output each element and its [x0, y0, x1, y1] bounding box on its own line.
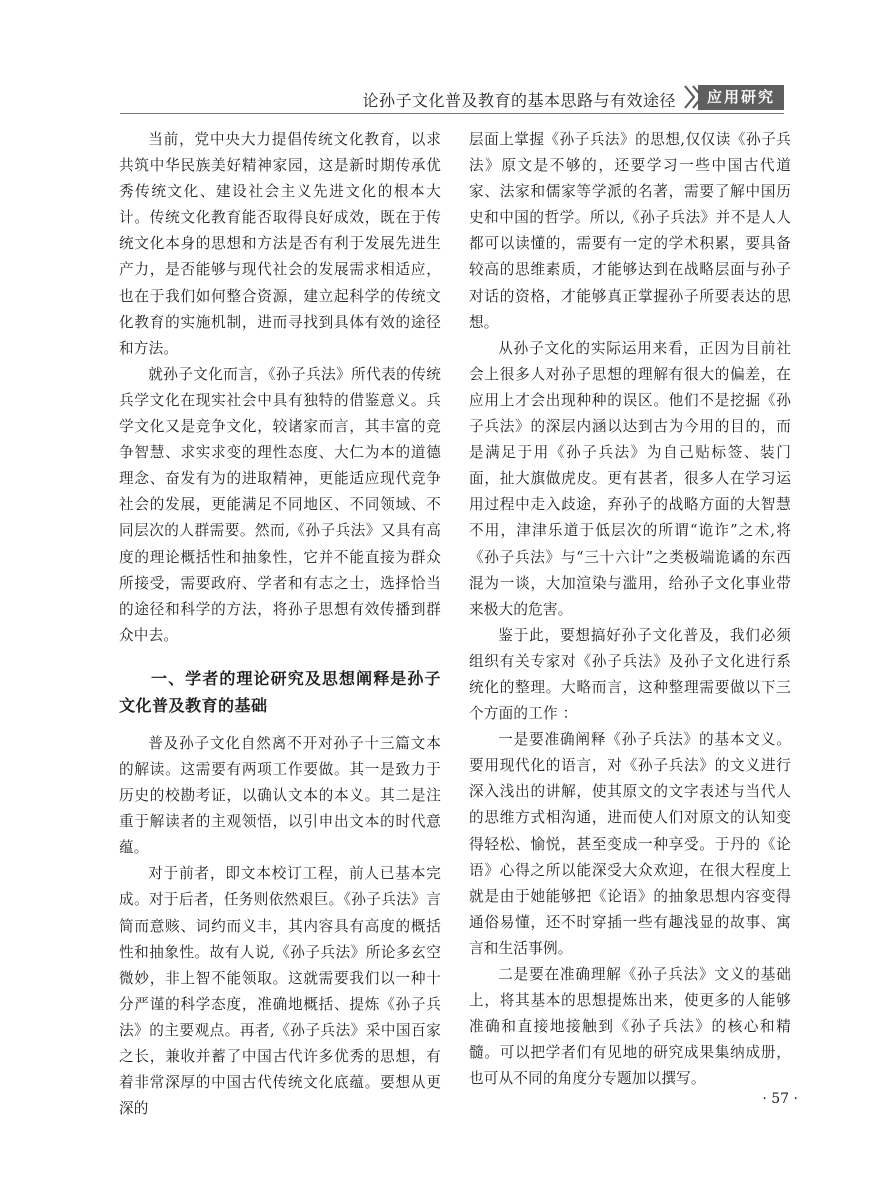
header-divider — [120, 113, 784, 114]
paragraph: 层面上掌握《孙子兵法》的思想,仅仅读《孙子兵法》原文是不够的，还要学习一些中国古代道家、法家和儒家等学派的名著，需要了解中国历史和中国的哲学。所以,《孙子兵法》并不是人人都可以读懂的，需要有一定的学术积累，要具备较高的思维素质，才能够达到在战略层面与孙子对话的资格，才能够真正掌握孙子所要表达的思想。 — [469, 131, 791, 331]
left-column — [119, 127, 441, 1122]
running-header-title: 论孙子文化普及教育的基本思路与有效途径 — [362, 91, 676, 110]
running-header — [120, 80, 784, 114]
paragraph: 二是要在准确理解《孙子兵法》文义的基础上，将其基本的思想提炼出来，使更多的人能够准确和直接地接触到《孙子兵法》的核心和精髓。可以把学者们有见地的研究成果集纳成册，也可从不同的角度分专题加以撰写。 — [469, 966, 791, 1088]
section-heading: 一、学者的理论研究及思想阐释是孙子文化普及教育的基础 — [119, 668, 441, 715]
paragraph: 从孙子文化的实际运用来看，正因为目前社会上很多人对孙子思想的理解有很大的偏差，在应用上才会出现种种的误区。他们不是挖掘《孙子兵法》的深层内涵以达到古为今用的目的，而是满足于用《孙子兵法》为自己贴标签、装门面，扯大旗做虎皮。更有甚者，很多人在学习运用过程中走入歧途，弃孙子的战略方面的大智慧不用，津津乐道于低层次的所谓“诡诈”之术,将《孙子兵法》与“三十六计”之类极端诡谲的东西混为一谈，大加渲染与滥用，给孙子文化事业带来极大的危害。 — [469, 339, 791, 618]
paragraph: 一是要准确阐释《孙子兵法》的基本文义。要用现代化的语言，对《孙子兵法》的文义进行深入浅出的讲解，使其原文的文字表述与当代人的思维方式相沟通，进而使人们对原文的认知变得轻松、愉悦，甚至变成一种享受。于丹的《论语》心得之所以能深受大众欢迎，在很大程度上就是由于她能够把《论语》的抽象思想内容变得通俗易懂，还不时穿插一些有趣浅显的故事、寓言和生活事例。 — [469, 731, 791, 957]
paragraph: 普及孙子文化自然离不开对孙子十三篇文本的解读。这需要有两项工作要做。其一是致力于历史的校勘考证，以确认文本的本义。其二是注重于解读者的主观领悟，以引申出文本的时代意蕴。 — [119, 734, 441, 857]
right-column — [469, 127, 791, 1092]
paragraph: 对于前者，即文本校订工程，前人已基本完成。对于后者，任务则依然艰巨。《孙子兵法》言简而意赅、词约而义丰，其内容具有高度的概括性和抽象性。故有人说,《孙子兵法》所论多玄空微妙，非上智不能领取。这就需要我们以一种十分严谨的科学态度，准确地概括、提炼《孙子兵法》的主要观点。再者,《孙子兵法》采中国百家之长，兼收并蓄了中国古代许多优秀的思想，有着非常深厚的中国古代传统文化底蕴。要想从更深的 — [119, 865, 441, 1118]
paragraph: 鉴于此，要想搞好孙子文化普及，我们必须组织有关专家对《孙子兵法》及孙子文化进行系统化的整理。大略而言，这种整理需要做以下三个方面的工作 ： — [469, 626, 791, 723]
paragraph: 当前，党中央大力提倡传统文化教育，以求共筑中华民族美好精神家园，这是新时期传承优秀传统文化、建设社会主义先进文化的根本大计。传统文化教育能否取得良好成效，既在于传统文化本身的思想和方法是否有利于发展先进生产力，是否能够与现代社会的发展需求相适应，也在于我们如何整合资源，建立起科学的传统文化教育的实施机制，进而寻找到具体有效的途径和方法。 — [119, 131, 441, 357]
paragraph: 就孙子文化而言，《孙子兵法》所代表的传统兵学文化在现实社会中具有独特的借鉴意义。兵学文化又是竞争文化，较诸家而言，其丰富的竞争智慧、求实求变的理性态度、大仁为本的道德理念、奋发有为的进取精神，更能适应现代竞争社会的发展，更能满足不同地区、不同领域、不同层次的人群需要。然而,《孙子兵法》又具有高度的理论概括性和抽象性，它并不能直接为群众所接受，需要政府、学者和有志之士，选择恰当的途径和科学的方法，将孙子思想有效传播到群众中去。 — [119, 365, 441, 644]
section-tag: 应用研究 — [698, 85, 784, 110]
page-number: · 57 · — [762, 1091, 798, 1107]
